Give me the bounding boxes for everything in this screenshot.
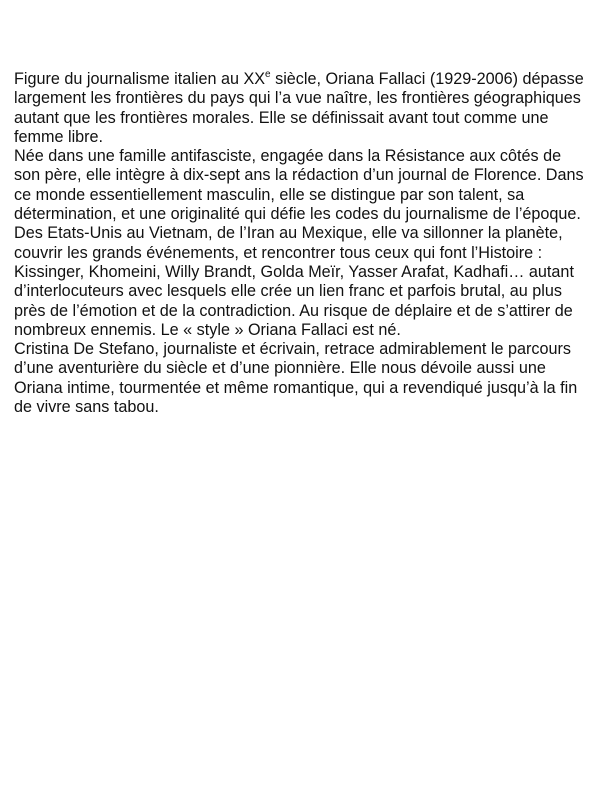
paragraph-intro-text-end: siècle, Oriana Fallaci (1929-2006) dépasse largement les frontières du pays qui l’a vue naître, les frontières géographiques autant que les frontières morales. Elle se définissait avant tout comme une femme libre. <box>14 70 584 146</box>
paragraph-intro-text-start: Figure du journalisme italien au XX <box>14 70 266 88</box>
paragraph-interviews: Des Etats-Unis au Vietnam, de l’Iran au Mexique, elle va sillonner la planète, couvrir les grands événements, et rencontrer tous ceux qui font l’Histoire : Kissinger, Khomeini, Willy Brandt, Golda Meïr, Yasser Arafat, Kadhafi… autant d’interlocuteurs avec lesquels elle crée un lien franc et parfois brutal, au plus près de l’émotion et de la contradiction. Au risque de déplaire et de s’attirer de nombreux ennemis. Le « style » Oriana Fallaci est né. <box>14 224 574 339</box>
paragraph-author: Cristina De Stefano, journaliste et écrivain, retrace admirablement le parcours d’une aventurière du siècle et d’une pionnière. Elle nous dévoile aussi une Oriana intime, tourmentée et même romantique, qui a revendiqué jusqu’à la fin de vivre sans tabou. <box>14 340 578 417</box>
document-body <box>14 70 590 417</box>
paragraph-intro <box>14 70 590 147</box>
paragraph-early-career: Née dans une famille antifasciste, engagée dans la Résistance aux côtés de son père, elle intègre à dix-sept ans la rédaction d’un journal de Florence. Dans ce monde essentiellement masculin, elle se distingue par son talent, sa détermination, et une originalité qui défie les codes du journalisme de l’époque. <box>14 147 584 224</box>
century-superscript: e <box>265 69 271 80</box>
